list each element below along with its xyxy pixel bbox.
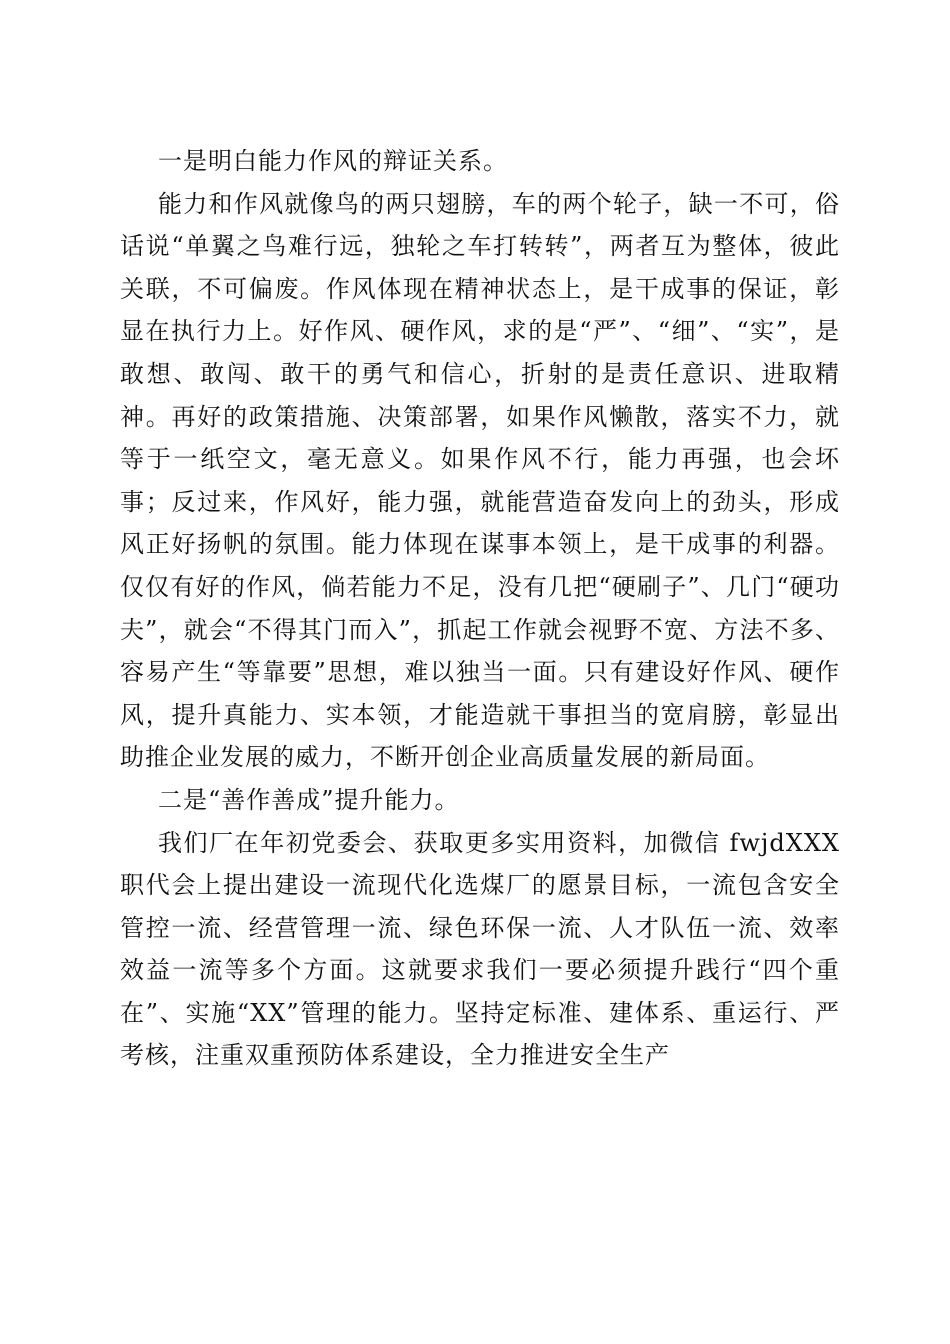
section-heading-2: 二是“善作善成”提升能力。 bbox=[158, 785, 460, 814]
section-paragraph-1: 能力和作风就像鸟的两只翅膀，车的两个轮子，缺一不可，俗话说“单翼之鸟难行远，独轮之车打转转”，两者互为整体，彼此关联，不可偏废。作风体现在精神状态上，是干成事的保证，彰显在执行力上。好作风、硬作风，求的是“严”、“细”、“实”，是敢想、敢闯、敢干的勇气和信心，折射的是责任意识、进取精神。再好的政策措施、决策部署，如果作风懒散，落实不力，就等于一纸空文，毫无意义。如果作风不行，能力再强，也会坏事；反过来，作风好，能力强，就能营造奋发向上的劲头，形成风正好扬帆的氛围。能力体现在谋事本领上，是干成事的利器。仅仅有好的作风，倘若能力不足，没有几把“硬刷子”、几门“硬功夫”，就会“不得其门而入”，抓起工作就会视野不宽、方法不多、容易产生“等靠要”思想，难以独当一面。只有建设好作风、硬作风，提升真能力、实本领，才能造就干事担当的宽肩膀，彰显出助推企业发展的威力，不断开创企业高质量发展的新局面。 bbox=[120, 189, 840, 772]
section-paragraph-2: 我们厂在年初党委会、获取更多实用资料，加微信 fwjdXXX 职代会上提出建设一流现代化选煤厂的愿景目标，一流包含安全管控一流、经营管理一流、绿色环保一流、人才队伍一流、效率效益一流等多个方面。这就要求我们一要必须提升践行“四个重在”、实施“XX”管理的能力。坚持定标准、建体系、重运行、严考核，注重双重预防体系建设，全力推进安全生产 bbox=[120, 828, 840, 1070]
document-body bbox=[120, 140, 840, 1077]
section-heading-1: 一是明白能力作风的辩证关系。 bbox=[158, 147, 508, 175]
